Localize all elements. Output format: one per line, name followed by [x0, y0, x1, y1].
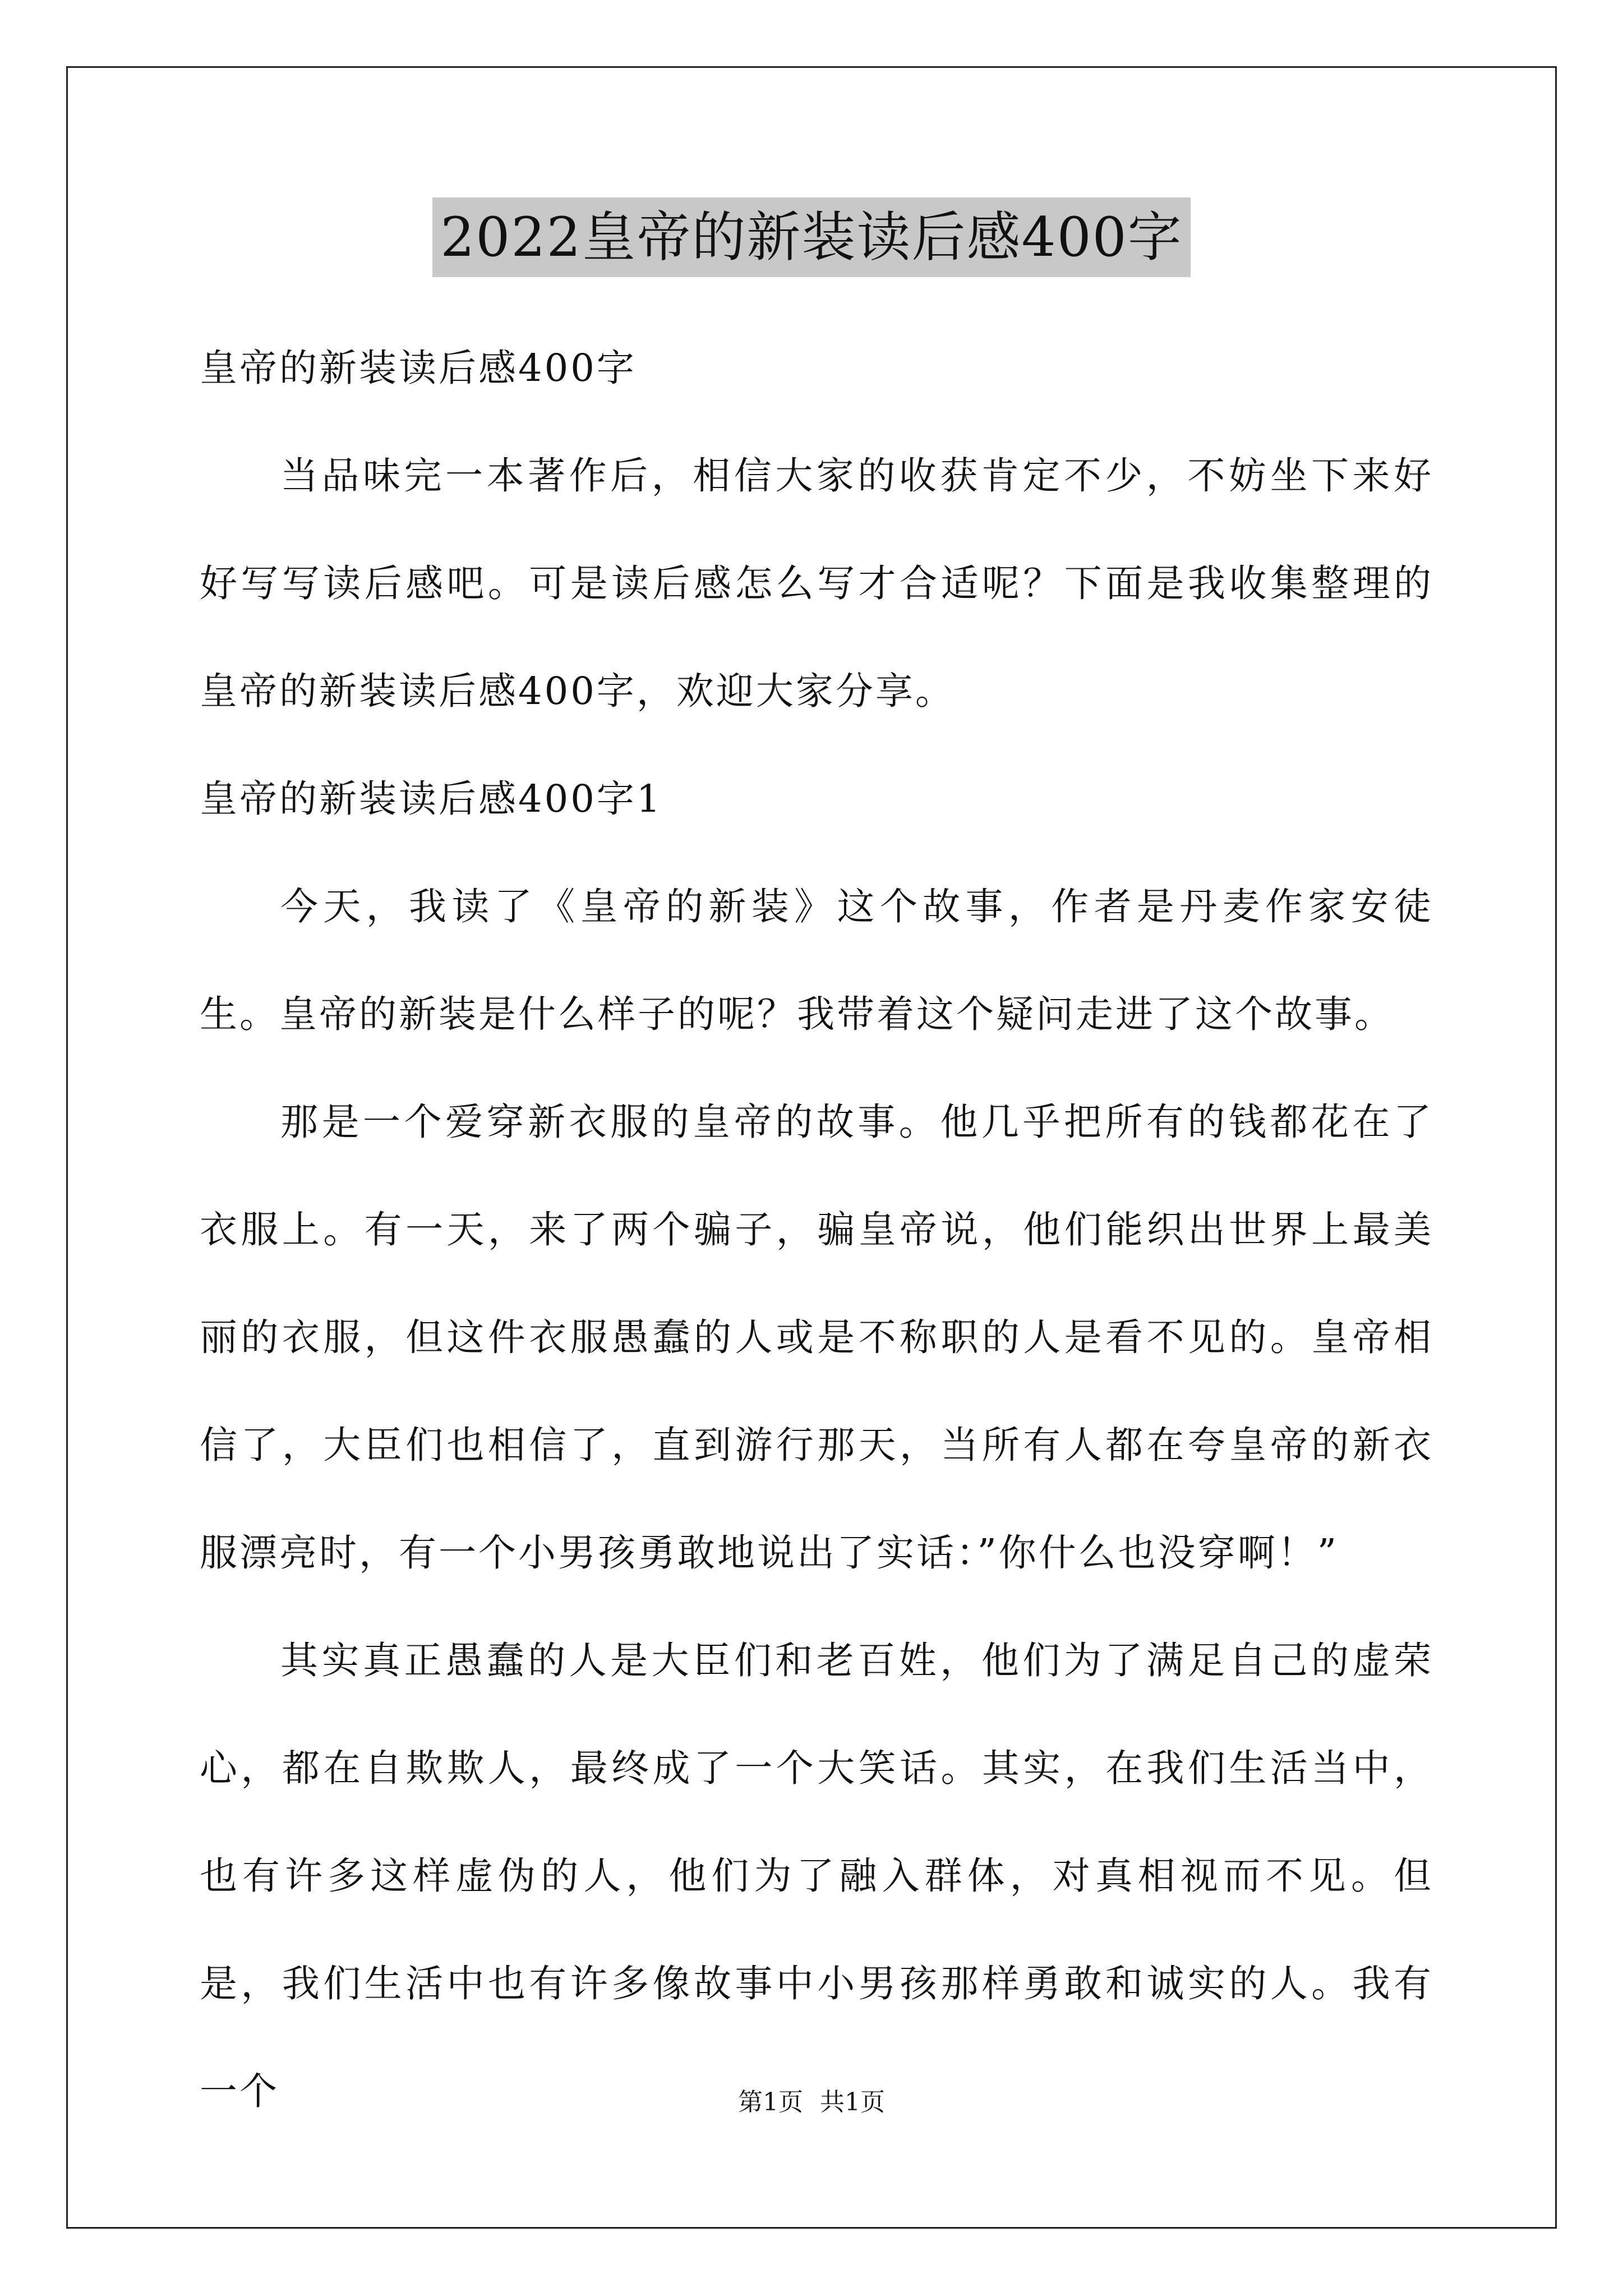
page-number: 第1页	[738, 2088, 803, 2116]
document-title: 2022皇帝的新装读后感400字	[432, 197, 1191, 277]
paragraph-section-heading: 皇帝的新装读后感400字1	[200, 777, 663, 821]
paragraph-body-2: 那是一个爱穿新衣服的皇帝的故事。他几乎把所有的钱都花在了衣服上。有一天，来了两个骗子，骗皇帝说，他们能织出世界上最美丽的衣服，但这件衣服愚蠢的人或是不称职的人是看不见的。皇帝相信了，大臣们也相信了，直到游行那天，当所有人都在夸皇帝的新衣服漂亮时，有一个小男孩勇敢地说出了实话：”你什么也没穿啊！”	[200, 1100, 1433, 1575]
title-wrapper	[0, 197, 1623, 277]
paragraph-subtitle: 皇帝的新装读后感400字	[200, 346, 637, 390]
document-body	[200, 314, 1433, 2145]
paragraph-body-3: 其实真正愚蠢的人是大臣们和老百姓，他们为了满足自己的虚荣心，都在自欺欺人，最终成了一个大笑话。其实，在我们生活当中，也有许多这样虚伪的人，他们为了融入群体，对真相视而不见。但是，我们生活中也有许多像故事中小男孩那样勇敢和诚实的人。我有一个	[200, 1639, 1433, 2113]
paragraph-intro: 当品味完一本著作后，相信大家的收获肯定不少，不妨坐下来好好写写读后感吧。可是读后感怎么写才合适呢？下面是我收集整理的皇帝的新装读后感400字，欢迎大家分享。	[200, 454, 1433, 713]
page-total: 共1页	[820, 2088, 885, 2116]
page-footer	[0, 2086, 1623, 2119]
paragraph-body-1: 今天，我读了《皇帝的新装》这个故事，作者是丹麦作家安徒生。皇帝的新装是什么样子的呢？我带着这个疑问走进了这个故事。	[200, 885, 1433, 1036]
